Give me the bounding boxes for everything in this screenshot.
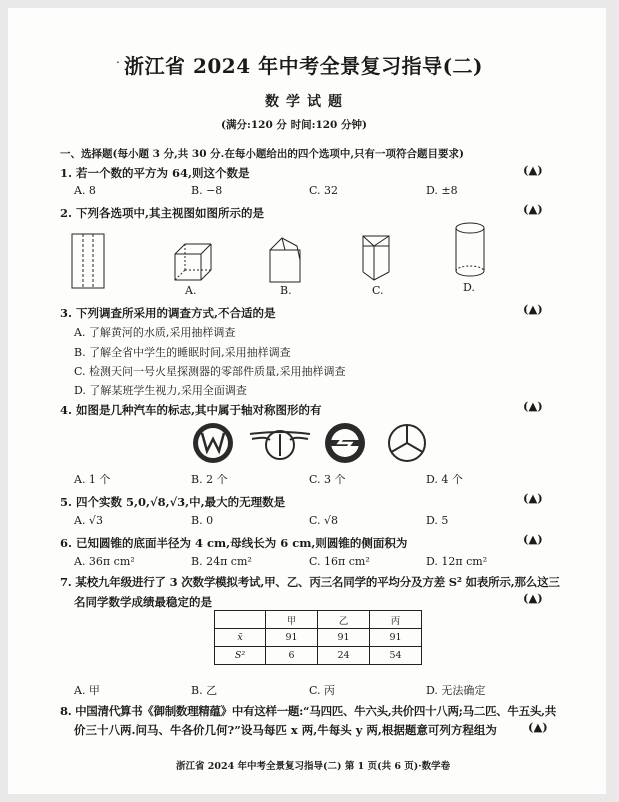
q4-option-b: B. 2 个 <box>191 473 228 486</box>
table-cell: 24 <box>318 647 370 665</box>
table-col-bing: 丙 <box>370 611 422 629</box>
table-cell: 6 <box>266 647 318 665</box>
question-2-stem: 2. 下列各选项中,其主视图如图所示的是 <box>60 206 265 220</box>
question-7-stem-line2: 名同学数学成绩最稳定的是 <box>74 595 212 609</box>
figure-label-d: D. <box>463 281 475 294</box>
table-cell: 91 <box>318 629 370 647</box>
q1-option-b: B. −8 <box>191 184 223 197</box>
q6-option-d: D. 12π cm² <box>426 555 488 568</box>
question-8-stem-line1: 8. 中国清代算书《御制数理精蕴》中有这样一题:“马四匹、牛六头,共价四十八两;马二匹、牛五头,共 <box>60 704 556 718</box>
table-row-label: S² <box>215 647 266 665</box>
vw-logo <box>193 423 233 463</box>
q4-option-c: C. 3 个 <box>309 473 346 486</box>
table-col-yi: 乙 <box>318 611 370 629</box>
table-row-mean <box>215 629 422 647</box>
answer-slot-4[interactable]: (▲) <box>523 399 543 413</box>
q5-option-d: D. 5 <box>426 514 449 527</box>
question-1-stem: 1. 若一个数的平方为 64,则这个数是 <box>60 166 250 180</box>
q7-option-d: D. 无法确定 <box>426 684 486 697</box>
page-footer: 浙江省 2024 年中考全景复习指导(二) 第 1 页(共 6 页)·数学卷 <box>176 761 451 772</box>
winged-logo <box>250 431 310 459</box>
q5-option-a: A. √3 <box>74 514 103 527</box>
q5-option-c: C. √8 <box>309 514 339 527</box>
q4-option-a: A. 1 个 <box>74 473 111 486</box>
figure-c-prism <box>363 236 389 280</box>
answer-slot-2[interactable]: (▲) <box>523 202 543 216</box>
question-6-stem: 6. 已知圆锥的底面半径为 4 cm,母线长为 6 cm,则圆锥的侧面积为 <box>60 536 408 550</box>
q1-option-a: A. 8 <box>74 184 96 197</box>
question-3-stem: 3. 下列调查所采用的调查方式,不合适的是 <box>60 306 276 320</box>
q7-option-b: B. 乙 <box>191 684 218 697</box>
subject-title: 数学试题 <box>265 94 349 110</box>
figure-b-house-prism <box>270 238 300 282</box>
question-5-stem: 5. 四个实数 5,0,√8,√3,中,最大的无理数是 <box>60 495 286 509</box>
table-cell: 91 <box>266 629 318 647</box>
q7-option-a: A. 甲 <box>74 684 100 697</box>
q1-option-d: D. ±8 <box>426 184 458 197</box>
table-row-variance <box>215 647 422 665</box>
stray-dot: . <box>116 52 120 66</box>
answer-slot-8[interactable]: (▲) <box>528 720 548 734</box>
answer-slot-6[interactable]: (▲) <box>523 532 543 546</box>
q6-option-b: B. 24π cm² <box>191 555 252 568</box>
q6-option-c: C. 16π cm² <box>309 555 370 568</box>
mercedes-logo <box>389 425 425 461</box>
table-header-row <box>215 611 422 629</box>
answer-slot-7[interactable]: (▲) <box>523 591 543 605</box>
figure-label-b: B. <box>280 284 292 297</box>
q3-option-b: B. 了解全省中学生的睡眠时间,采用抽样调查 <box>74 346 291 359</box>
figure-label-a: A. <box>185 284 197 297</box>
question-4-stem: 4. 如图是几种汽车的标志,其中属于轴对称图形的有 <box>60 403 322 417</box>
table-corner-cell <box>215 611 266 629</box>
table-row-label: x̄ <box>215 629 266 647</box>
q7-option-c: C. 丙 <box>309 684 336 697</box>
q6-option-a: A. 36π cm² <box>74 555 135 568</box>
table-cell: 91 <box>370 629 422 647</box>
figure-label-c: C. <box>372 284 384 297</box>
q5-option-b: B. 0 <box>191 514 214 527</box>
answer-slot-1[interactable]: (▲) <box>523 163 543 177</box>
page-title: 浙江省 2024 年中考全景复习指导(二) <box>124 54 484 78</box>
q3-option-d: D. 了解某班学生视力,采用全面调查 <box>74 384 247 397</box>
q3-option-a: A. 了解黄河的水质,采用抽样调查 <box>74 326 236 339</box>
table-cell: 54 <box>370 647 422 665</box>
answer-slot-3[interactable]: (▲) <box>523 302 543 316</box>
q3-option-c: C. 检测天问一号火星探测器的零部件质量,采用抽样调查 <box>74 365 346 378</box>
section-heading: 一、选择题(每小题 3 分,共 30 分.在每小题给出的四个选项中,只有一项符合题目要求) <box>60 148 464 160</box>
opel-logo <box>325 423 365 463</box>
q1-option-c: C. 32 <box>309 184 339 197</box>
front-view-figure <box>72 234 104 288</box>
table-col-jia: 甲 <box>266 611 318 629</box>
figure-d-cylinder <box>456 223 484 276</box>
exam-meta: (满分:120 分 时间:120 分钟) <box>221 119 367 131</box>
q7-stats-table <box>214 610 422 665</box>
figure-a-cube <box>175 244 211 280</box>
answer-slot-5[interactable]: (▲) <box>523 491 543 505</box>
q4-car-logos <box>190 420 430 466</box>
question-7-stem-line1: 7. 某校九年级进行了 3 次数学模拟考试,甲、乙、丙三名同学的平均分及方差 S² 如表所示,那么这三 <box>60 575 560 589</box>
q4-option-d: D. 4 个 <box>426 473 463 486</box>
question-8-stem-line2: 价三十八两.问马、牛各价几何?”设马每匹 x 两,牛每头 y 两,根据题意可列方程组为 <box>74 723 497 737</box>
